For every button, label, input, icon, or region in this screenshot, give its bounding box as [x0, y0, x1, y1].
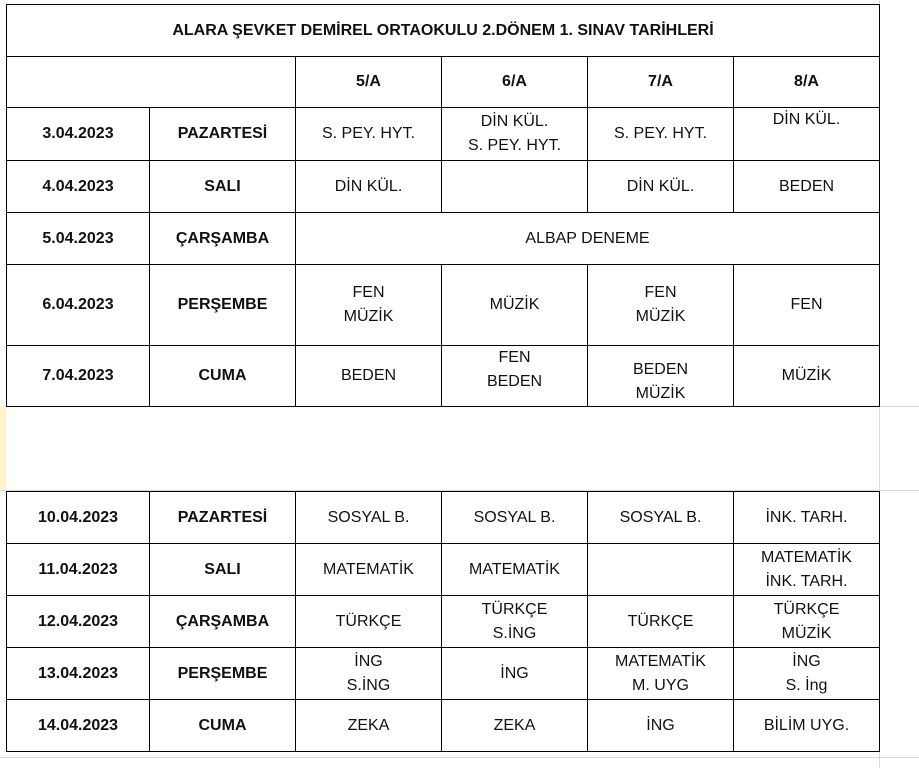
- day-cell[interactable]: SALI: [150, 161, 296, 213]
- exam-cell[interactable]: S. PEY. HYT.: [296, 108, 442, 161]
- exam-cell[interactable]: DİN KÜL. S. PEY. HYT.: [442, 108, 588, 161]
- merged-exam-cell[interactable]: ALBAP DENEME: [296, 213, 880, 265]
- date-cell[interactable]: 6.04.2023: [7, 265, 150, 346]
- exam-cell[interactable]: DİN KÜL.: [734, 108, 880, 161]
- day-cell[interactable]: SALI: [150, 544, 296, 596]
- schedule-row: [7, 700, 880, 752]
- exam-cell[interactable]: FEN MÜZİK: [588, 265, 734, 346]
- exam-cell[interactable]: TÜRKÇE S.İNG: [442, 596, 588, 648]
- day-cell[interactable]: PAZARTESİ: [150, 108, 296, 161]
- sheet-gridline: [0, 757, 919, 758]
- date-cell[interactable]: 4.04.2023: [7, 161, 150, 213]
- exam-cell[interactable]: TÜRKÇE MÜZİK: [734, 596, 880, 648]
- schedule-row: [7, 161, 880, 213]
- date-cell[interactable]: 13.04.2023: [7, 648, 150, 700]
- blank-gap: [7, 407, 880, 492]
- exam-cell[interactable]: SOSYAL B.: [588, 492, 734, 544]
- exam-cell[interactable]: SOSYAL B.: [296, 492, 442, 544]
- day-cell[interactable]: PERŞEMBE: [150, 265, 296, 346]
- exam-cell[interactable]: MATEMATİK M. UYG: [588, 648, 734, 700]
- week-separator: [7, 407, 880, 492]
- sheet-title[interactable]: ALARA ŞEVKET DEMİREL ORTAOKULU 2.DÖNEM 1. SINAV TARİHLERİ: [7, 5, 880, 57]
- date-cell[interactable]: 3.04.2023: [7, 108, 150, 161]
- date-cell[interactable]: 5.04.2023: [7, 213, 150, 265]
- title-row: [7, 5, 880, 57]
- day-cell[interactable]: PERŞEMBE: [150, 648, 296, 700]
- exam-cell[interactable]: [442, 161, 588, 213]
- day-cell[interactable]: CUMA: [150, 346, 296, 407]
- exam-cell[interactable]: [588, 544, 734, 596]
- exam-cell[interactable]: İNK. TARH.: [734, 492, 880, 544]
- exam-cell[interactable]: İNG S.İNG: [296, 648, 442, 700]
- exam-cell[interactable]: S. PEY. HYT.: [588, 108, 734, 161]
- exam-cell[interactable]: İNG: [588, 700, 734, 752]
- exam-cell[interactable]: FEN: [734, 265, 880, 346]
- date-cell[interactable]: 10.04.2023: [7, 492, 150, 544]
- schedule-row: [7, 596, 880, 648]
- schedule-row: [7, 108, 880, 161]
- exam-cell[interactable]: İNG S. İng: [734, 648, 880, 700]
- exam-cell[interactable]: DİN KÜL.: [296, 161, 442, 213]
- date-cell[interactable]: 12.04.2023: [7, 596, 150, 648]
- schedule-row: [7, 265, 880, 346]
- exam-cell[interactable]: BEDEN MÜZİK: [588, 346, 734, 407]
- day-cell[interactable]: ÇARŞAMBA: [150, 213, 296, 265]
- exam-cell[interactable]: MÜZİK: [734, 346, 880, 407]
- exam-cell[interactable]: MÜZİK: [442, 265, 588, 346]
- class-header[interactable]: 5/A: [296, 57, 442, 108]
- schedule-row: [7, 544, 880, 596]
- exam-cell[interactable]: MATEMATİK: [442, 544, 588, 596]
- exam-schedule-table: [6, 4, 880, 752]
- exam-cell[interactable]: BEDEN: [734, 161, 880, 213]
- class-header[interactable]: 7/A: [588, 57, 734, 108]
- exam-cell[interactable]: TÜRKÇE: [588, 596, 734, 648]
- exam-cell[interactable]: BEDEN: [296, 346, 442, 407]
- class-header-row: [7, 57, 880, 108]
- exam-cell[interactable]: DİN KÜL.: [588, 161, 734, 213]
- header-blank-cell[interactable]: [7, 57, 296, 108]
- class-header[interactable]: 6/A: [442, 57, 588, 108]
- day-cell[interactable]: PAZARTESİ: [150, 492, 296, 544]
- day-cell[interactable]: CUMA: [150, 700, 296, 752]
- day-cell[interactable]: ÇARŞAMBA: [150, 596, 296, 648]
- schedule-row: [7, 648, 880, 700]
- exam-cell[interactable]: FEN MÜZİK: [296, 265, 442, 346]
- exam-cell[interactable]: İNG: [442, 648, 588, 700]
- date-cell[interactable]: 14.04.2023: [7, 700, 150, 752]
- exam-cell[interactable]: FEN BEDEN: [442, 346, 588, 407]
- exam-cell[interactable]: MATEMATİK: [296, 544, 442, 596]
- date-cell[interactable]: 11.04.2023: [7, 544, 150, 596]
- schedule-row: [7, 346, 880, 407]
- exam-cell[interactable]: ZEKA: [442, 700, 588, 752]
- date-cell[interactable]: 7.04.2023: [7, 346, 150, 407]
- exam-cell[interactable]: ZEKA: [296, 700, 442, 752]
- schedule-row: [7, 213, 880, 265]
- exam-cell[interactable]: BİLİM UYG.: [734, 700, 880, 752]
- exam-cell[interactable]: TÜRKÇE: [296, 596, 442, 648]
- class-header[interactable]: 8/A: [734, 57, 880, 108]
- exam-cell[interactable]: MATEMATİK İNK. TARH.: [734, 544, 880, 596]
- exam-cell[interactable]: SOSYAL B.: [442, 492, 588, 544]
- schedule-row: [7, 492, 880, 544]
